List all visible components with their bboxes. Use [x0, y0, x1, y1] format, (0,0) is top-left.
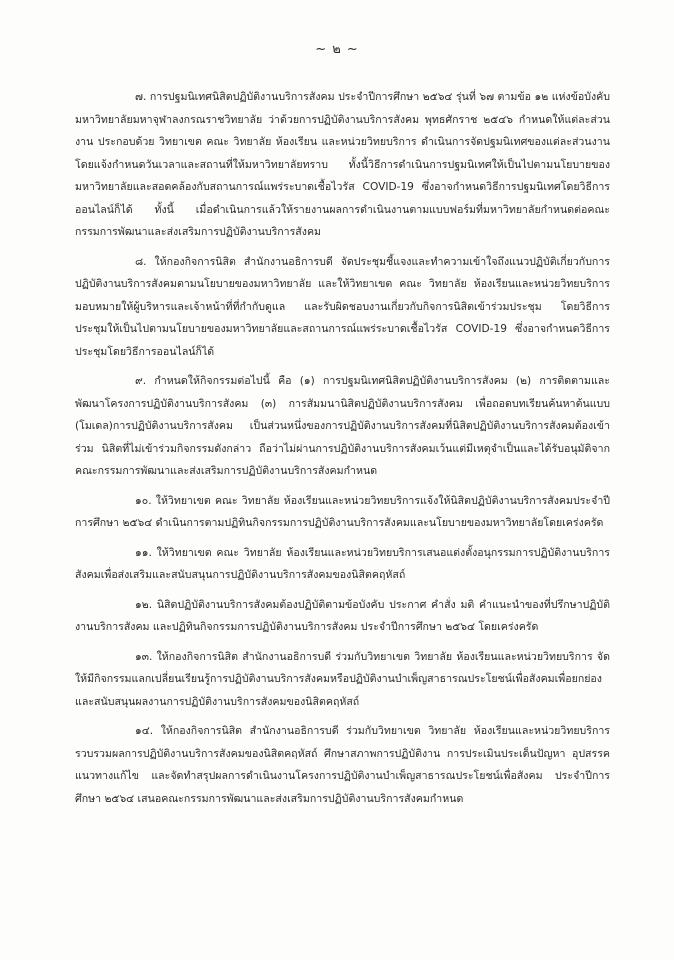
paragraph-10: ๑๐. ให้วิทยาเขต คณะ วิทยาลัย ห้องเรียนและหน่วยวิทยบริการแจ้งให้นิสิตปฏิบัติงานบริการสังคมประจำปีการศึกษา ๒๕๖๔ ดำเนินการตามปฏิทินกิจกรรมการปฏิบัติงานบริการสังคมและนโยบายของมหาวิทยาลัยโดยเคร่งครัด — [75, 494, 610, 529]
paragraph-7: ๗. การปฐมนิเทศนิสิตปฏิบัติงานบริการสังคม ประจำปีการศึกษา ๒๕๖๔ รุ่นที่ ๖๗ ตามข้อ ๑๒ แห่งข้อบังคับมหาวิทยาลัยมหาจุฬาลงกรณราชวิทยาลัย ว่าด้วยการปฏิบัติงานบริการสังคม พุทธศักราช ๒๕๔๖ กำหนดให้แต่ละส่วนงาน ประกอบด้วย วิทยาเขต คณะ วิทยาลัย ห้องเรียน และหน่วยวิทยบริการ ดำเนินการจัดปฐมนิเทศของแต่ละส่วนงาน โดยแจ้งกำหนดวันเวลาและสถานที่ให้มหาวิทยาลัยทราบ ทั้งนี้วิธีการดำเนินการปฐมนิเทศให้เป็นไปตามนโยบายของมหาวิทยาลัยและสอดคล้องกับสถานการณ์แพร่ระบาดเชื้อไวรัส COVID-19 ซึ่งอาจกำหนดวิธีการปฐมนิเทศโดยวิธีการออนไลน์ก็ได้ ทั้งนี้ เมื่อดำเนินการแล้วให้รายงานผลการดำเนินงานตามแบบฟอร์มที่มหาวิทยาลัยกำหนดต่อคณะกรรมการพัฒนาและส่งเสริมการปฏิบัติงานบริการสังคม — [75, 91, 610, 238]
paragraph-13: ๑๓. ให้กองกิจการนิสิต สำนักงานอธิการบดี ร่วมกับวิทยาเขต วิทยาลัย ห้องเรียนและหน่วยวิทยบริการ จัดให้มีกิจกรรมแลกเปลี่ยนเรียนรู้การปฏิบัติงานบริการสังคมหรือปฏิบัติงานบำเพ็ญสาธารณประโยชน์เพื่อสังคมเพื่อยกย่องและสนับสนุนผลงานการปฏิบัติงานบริการสังคมของนิสิตคฤหัสถ์ — [75, 650, 610, 708]
paragraph-14: ๑๔. ให้กองกิจการนิสิต สำนักงานอธิการบดี ร่วมกับวิทยาเขต วิทยาลัย ห้องเรียนและหน่วยวิทยบริการรวบรวมผลการปฏิบัติงานบริการสังคมของนิสิตคฤหัสถ์ ศึกษาสภาพการปฏิบัติงาน การประเมินประเด็นปัญหา อุปสรรค แนวทางแก้ไข และจัดทำสรุปผลการดำเนินงานโครงการปฏิบัติงานบำเพ็ญสาธารณประโยชน์เพื่อสังคม ประจำปีการศึกษา ๒๕๖๔ เสนอคณะกรรมการพัฒนาและส่งเสริมการปฏิบัติงานบริการสังคมกำหนด — [75, 725, 610, 805]
page-number: ~ ๒ ~ — [315, 42, 359, 57]
paragraph-8: ๘. ให้กองกิจการนิสิต สำนักงานอธิการบดี จัดประชุมชี้แจงและทำความเข้าใจถึงแนวปฏิบัติเกี่ยวกับการปฏิบัติงานบริการสังคมตามนโยบายของมหาวิทยาลัย และให้วิทยาเขต คณะ วิทยาลัย ห้องเรียนและหน่วยวิทยบริการมอบหมายให้ผู้บริหารและเจ้าหน้าที่ที่กำกับดูแล และรับผิดชอบงานเกี่ยวกับกิจการนิสิตเข้าร่วมประชุม โดยวิธีการประชุมให้เป็นไปตามนโยบายของมหาวิทยาลัยและสถานการณ์แพร่ระบาดเชื้อไวรัส COVID-19 ซึ่งอาจกำหนดวิธีการประชุมโดยวิธีการออนไลน์ก็ได้ — [75, 255, 610, 358]
paragraph-11: ๑๑. ให้วิทยาเขต คณะ วิทยาลัย ห้องเรียนและหน่วยวิทยบริการเสนอแต่งตั้งอนุกรรมการปฏิบัติงานบริการสังคมเพื่อส่งเสริมและสนับสนุนการปฏิบัติงานบริการสังคมของนิสิตคฤหัสถ์ — [75, 546, 610, 581]
paragraph-12: ๑๒. นิสิตปฏิบัติงานบริการสังคมต้องปฏิบัติตามข้อบังคับ ประกาศ คำสั่ง มติ คำแนะนำของที่ปรึกษาปฏิบัติงานบริการสังคม และปฏิทินกิจกรรมการปฏิบัติงานบริการสังคม ประจำปีการศึกษา ๒๕๖๔ โดยเคร่งครัด — [75, 598, 610, 633]
paragraph-9: ๙. กำหนดให้กิจกรรมต่อไปนี้ คือ (๑) การปฐมนิเทศนิสิตปฏิบัติงานบริการสังคม (๒) การติดตามและพัฒนาโครงการปฏิบัติงานบริการสังคม (๓) การสัมมนานิสิตปฏิบัติงานบริการสังคม เพื่อถอดบทเรียนค้นหาต้นแบบ (โมเดล)การปฏิบัติงานบริการสังคม เป็นส่วนหนึ่งของการปฏิบัติงานบริการสังคมที่นิสิตปฏิบัติงานบริการสังคมต้องเข้าร่วม นิสิตที่ไม่เข้าร่วมกิจกรรมดังกล่าว ถือว่าไม่ผ่านการปฏิบัติงานบริการสังคมเว้นแต่มีเหตุจำเป็นและได้รับอนุมัติจากคณะกรรมการพัฒนาและส่งเสริมการปฏิบัติงานบริการสังคมกำหนด — [75, 375, 610, 477]
document-body — [75, 86, 610, 817]
